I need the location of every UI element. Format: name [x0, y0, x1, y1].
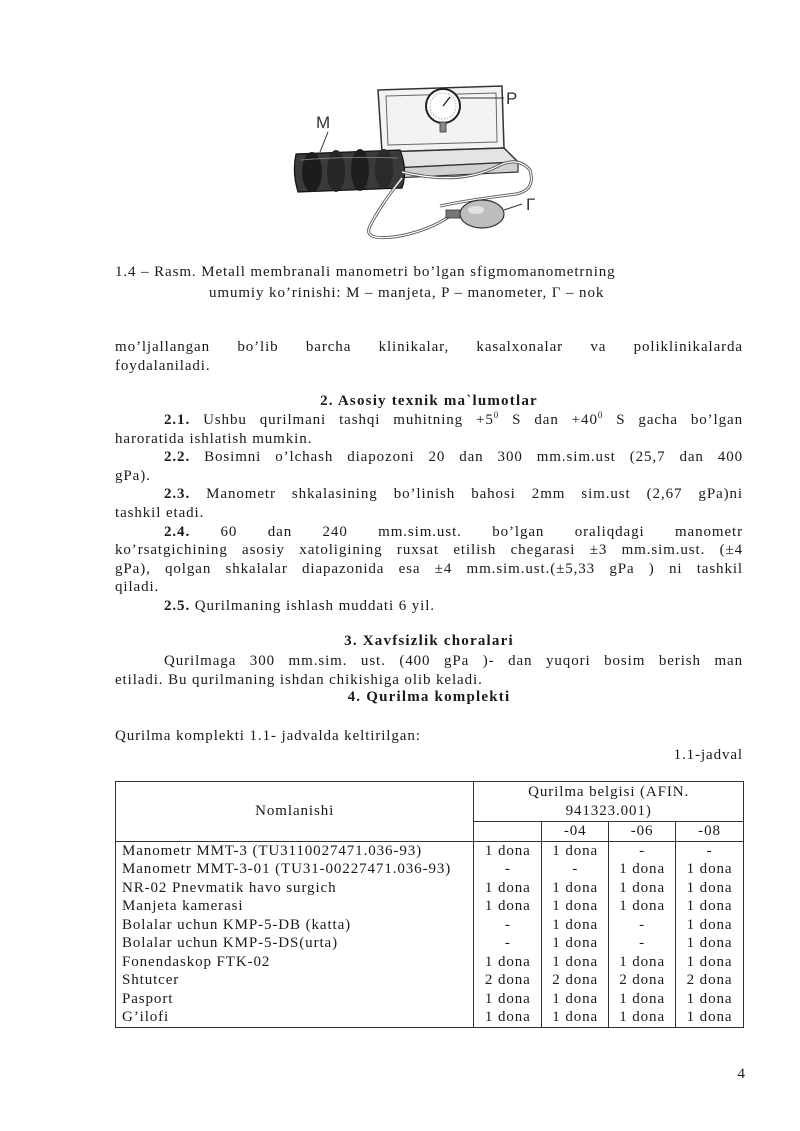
sphygmomanometer-illustration	[290, 76, 560, 268]
spec-2-4-line-4: qiladi.	[115, 579, 160, 596]
table-cell: 1 dona	[686, 935, 733, 951]
table-cell: 1 dona	[619, 861, 666, 877]
header-col-3: -06	[609, 822, 676, 842]
list-item: Manometr MMT-3-01 (TU31-00227471.036-93)	[122, 861, 452, 877]
list-item: Bolalar uchun KMP-5-DS(urta)	[122, 935, 338, 951]
safety-line-2: etiladi. Bu qurilmaning ishdan chikishiga olib keladi.	[115, 671, 483, 688]
cuff-icon	[294, 149, 404, 192]
table-cell: 1 dona	[552, 879, 599, 896]
table-cell: 1 dona	[552, 935, 599, 951]
table-reference: 1.1-jadval	[673, 747, 743, 763]
table-cell: 1 dona	[619, 1009, 666, 1025]
spec-2-4-line-3: gPa), qolgan shkalalar diapazonida esa ±4 mm.sim.ust.(±5,33 gPa ) ni tashkil	[115, 560, 743, 577]
table-cell: -	[504, 861, 511, 877]
spec-2-1: 2.1. Ushbu qurilmani tashqi muhitning $+5^0$ S dan $+40^0$ S gacha bo’lgan	[164, 410, 743, 428]
table-cell: 1 dona	[686, 1009, 733, 1025]
header-name: Nomlanishi	[116, 782, 474, 842]
list-item: Manjeta kamerasi	[122, 898, 244, 914]
table-cell: 1 dona	[484, 898, 531, 914]
table-cell: 1 dona	[619, 898, 666, 914]
figure-label-g: Γ	[526, 195, 536, 214]
table-cell: 1 dona	[552, 1009, 599, 1025]
list-item: NR-02 Pnevmatik havo surgich	[122, 879, 337, 896]
table-cell: 2 dona	[619, 972, 666, 988]
spec-2-1-line-2: haroratida ishlatish mumkin.	[115, 430, 313, 447]
table-header-row	[116, 782, 744, 822]
spec-2-4: 2.4. 60 dan 240 mm.sim.ust. bo’lgan oraliqdagi manometr	[164, 523, 743, 540]
table-cell: 1 dona	[686, 916, 733, 933]
spec-2-2: 2.2. Bosimni o’lchash diapozoni 20 dan 300 mm.sim.ust (25,7 dan 400	[164, 449, 743, 466]
list-item: Pasport	[122, 990, 174, 1007]
table-cell: 1 dona	[619, 953, 666, 970]
list-item: Fonendaskop FTK-02	[122, 953, 271, 970]
table-cell: -	[639, 842, 646, 859]
table-cell: -	[639, 935, 646, 951]
spec-2-3: 2.3. Manometr shkalasining bo’linish bahosi 2mm sim.ust (2,67 gPa)ni	[164, 486, 743, 503]
table-cell: 1 dona	[686, 990, 733, 1007]
section-3-heading: 3. Xavfsizlik choralari	[344, 633, 514, 649]
safety-line-1: Qurilmaga 300 mm.sim. ust. (400 gPa )- dan yuqori bosim berish man	[164, 653, 743, 669]
values-column-4	[676, 841, 744, 1027]
table-cell: -	[706, 842, 713, 859]
names-column	[116, 841, 474, 1027]
intro-paragraph	[115, 338, 743, 375]
table-cell: 1 dona	[484, 879, 531, 896]
list-item: Bolalar uchun KMP-5-DB (katta)	[122, 916, 352, 933]
table-cell: 2 dona	[552, 972, 599, 988]
caption-line-1: 1.4 – Rasm. Metall membranali manometri bo’lgan sfigmomanometrning	[115, 264, 616, 280]
table-cell: 1 dona	[484, 953, 531, 970]
table-cell: 1 dona	[484, 842, 531, 859]
figure-caption	[115, 262, 745, 304]
table-cell: 1 dona	[484, 990, 531, 1007]
intro-line-2: foydalaniladi.	[115, 357, 211, 374]
header-group: Qurilma belgisi (AFIN. 941323.001)	[474, 782, 744, 822]
figure-label-p: P	[506, 89, 518, 108]
table-cell: 2 dona	[686, 972, 733, 988]
table-cell: 1 dona	[552, 953, 599, 970]
table-cell: 1 dona	[686, 879, 733, 896]
figure-label-m: M	[316, 113, 331, 132]
table-cell: 1 dona	[552, 990, 599, 1007]
list-item: Manometr MMT-3 (TU3110027471.036-93)	[122, 842, 423, 859]
spec-2-2-line-2: gPa).	[115, 467, 151, 484]
table-cell: 1 dona	[552, 842, 599, 859]
spec-2-3-line-2: tashkil etadi.	[115, 504, 205, 521]
header-col-2: -04	[542, 822, 609, 842]
section-2-body	[115, 411, 743, 616]
intro-line-1: mo’ljallangan bo’lib barcha klinikalar, kasalxonalar va poliklinikalarda	[115, 339, 743, 355]
completeness-table	[115, 781, 744, 1028]
section-4-intro: Qurilma komplekti 1.1- jadvalda keltirilgan:	[115, 728, 421, 744]
table-cell: -	[504, 916, 511, 933]
table-cell: -	[572, 861, 579, 877]
table-cell: -	[639, 916, 646, 933]
table-cell: 1 dona	[619, 990, 666, 1007]
values-column-3	[609, 841, 676, 1027]
caption-line-2: umumiy ko’rinishi: M – manjeta, P – manometer, Γ – nok	[209, 285, 605, 301]
table-cell: 1 dona	[484, 1009, 531, 1025]
section-3-body	[115, 652, 743, 689]
header-col-4: -08	[676, 822, 744, 842]
spec-2-5: 2.5. Qurilmaning ishlash muddati 6 yil.	[164, 597, 435, 614]
table-body-row	[116, 841, 744, 1027]
header-col-1	[474, 822, 542, 842]
table-cell: 1 dona	[619, 879, 666, 896]
values-column-1	[474, 841, 542, 1027]
table-cell: -	[504, 935, 511, 951]
table-cell: 1 dona	[686, 898, 733, 914]
values-column-2	[542, 841, 609, 1027]
table-cell: 1 dona	[552, 916, 599, 933]
section-4-heading: 4. Qurilma komplekti	[347, 689, 511, 705]
table-cell: 1 dona	[686, 861, 733, 877]
list-item: Shtutcer	[122, 972, 180, 988]
table-cell: 1 dona	[552, 898, 599, 914]
page-number: 4	[737, 1066, 745, 1082]
section-2-heading: 2. Asosiy texnik ma`lumotlar	[320, 393, 538, 409]
table-cell: 2 dona	[484, 972, 531, 988]
spec-2-4-line-2: ko’rsatgichining asosiy xatoligining ruxsat etilish chegarasi ±3 mm.sim.ust. (±4	[115, 542, 743, 559]
table-cell: 1 dona	[686, 953, 733, 970]
list-item: G’ilofi	[122, 1009, 170, 1025]
